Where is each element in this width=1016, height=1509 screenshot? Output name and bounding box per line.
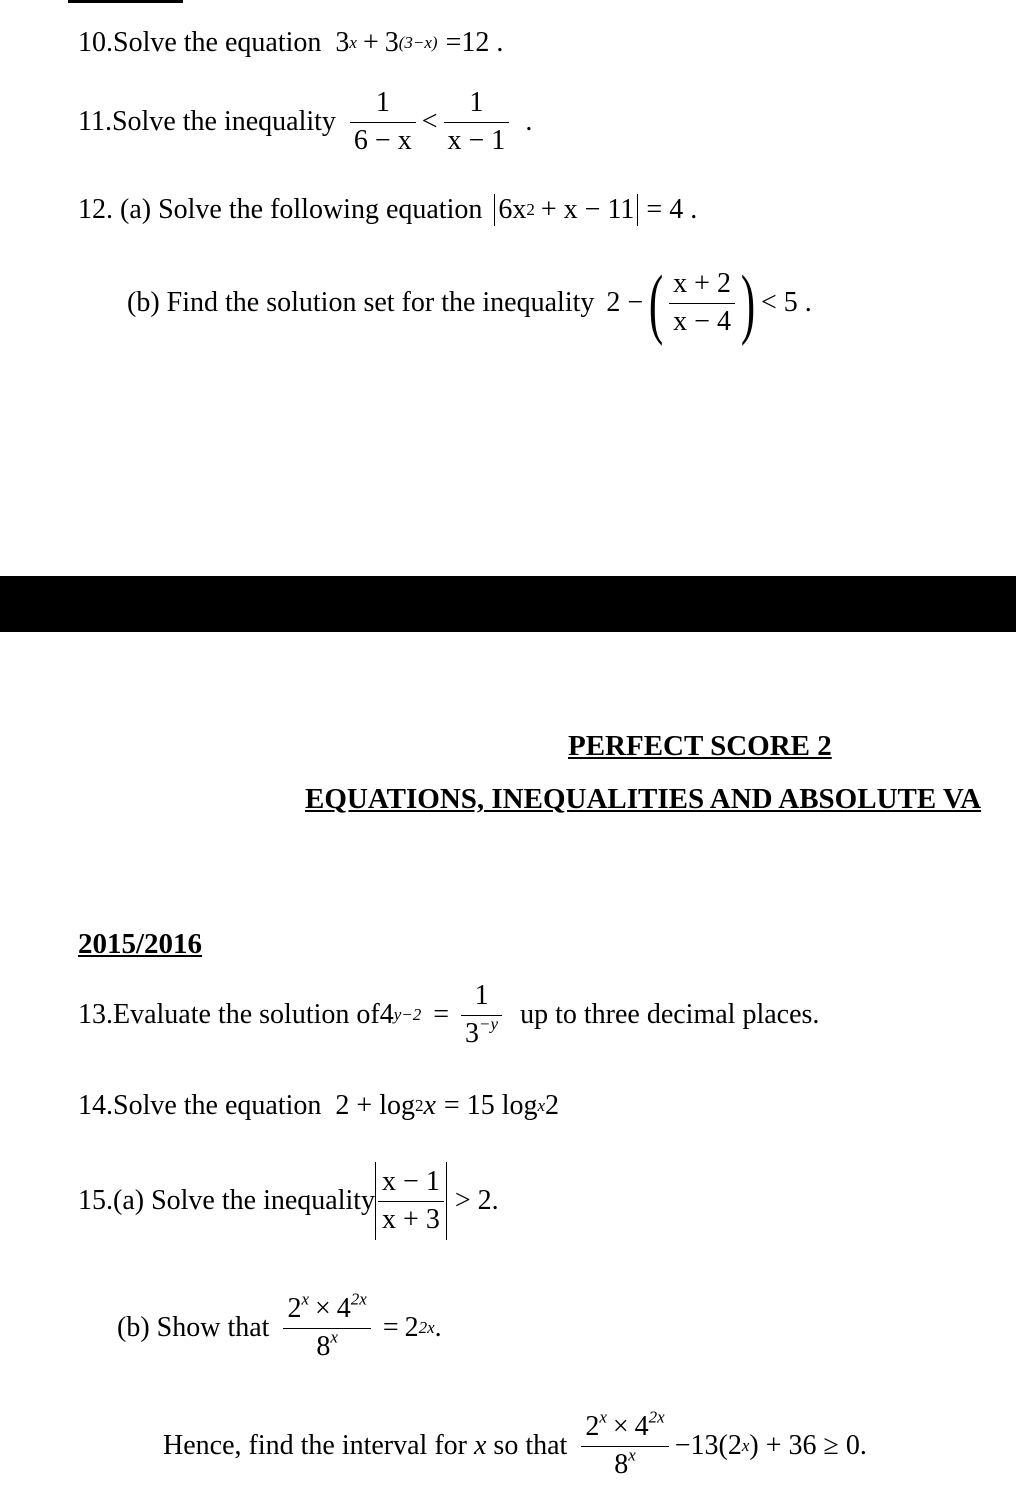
math-exponent: x [599,1407,607,1427]
math-term: + x − 11 [540,194,635,225]
equation [335,27,503,59]
math-term: 2 [585,1411,600,1443]
math-variable: x [473,1430,487,1461]
math-term: = 15 log [443,1090,538,1121]
math-exponent: (3−x) [398,33,438,52]
question-12b [127,258,812,348]
math-subscript: x [537,1096,546,1115]
math-rhs: < 5 . [760,287,812,318]
denominator: x − 4 [669,303,735,338]
fraction [669,268,735,337]
math-exponent: x [349,33,357,52]
math-exponent: 2x [350,1289,367,1309]
question-text: 15.(a) Solve the inequality [78,1185,376,1216]
math-term: 4 [379,999,394,1030]
numerator [283,1289,370,1327]
math-term: 2 [287,1293,302,1325]
absolute-value [375,1162,447,1239]
numerator: 1 [469,87,484,119]
math-exponent: x [628,1444,636,1464]
denominator: 6 − x [350,122,416,157]
question-text: 12. (a) Solve the following equation [78,194,483,225]
math-term: 3 [465,1017,480,1049]
math-exponent: −y [479,1013,499,1033]
question-text: up to three decimal places. [520,999,820,1030]
denominator: x − 1 [444,122,510,157]
math-exponent: x [741,1436,750,1455]
question-10 [78,0,503,88]
math-term: −13(2 [674,1430,742,1461]
numerator: 1 [474,980,489,1012]
math-term: 2 [545,1090,560,1121]
year-heading: 2015/2016 [78,928,203,960]
question-11 [78,77,532,167]
left-paren: ( [649,259,664,346]
question-text: (b) Find the solution set for the inequality [127,287,595,318]
math-rhs: =12 . [445,27,504,58]
denominator [461,1015,502,1050]
math-operator: = [382,1312,399,1343]
question-text: 11.Solve the inequality [78,106,336,137]
math-term: 2 + log [335,1090,415,1121]
question-15b [117,1283,442,1373]
question-15b-hence [163,1401,867,1491]
math-exponent: 2x [648,1407,665,1427]
fraction [378,1166,444,1235]
fraction [444,87,510,156]
math-exponent: x [301,1289,309,1309]
fraction [283,1289,370,1362]
fraction [461,980,502,1049]
math-term: 2 [404,1312,419,1343]
math-term: 4 [336,1293,351,1325]
numerator: x − 1 [382,1166,440,1198]
math-term: 3 [335,27,350,58]
math-variable: x [423,1090,436,1121]
question-text: 10.Solve the equation [78,27,322,58]
denominator [283,1328,370,1363]
question-text: Hence, find the interval for [163,1430,467,1461]
question-13 [78,970,819,1060]
math-operator: × [314,1293,331,1325]
denominator [581,1446,668,1481]
question-text: 14.Solve the equation [78,1090,322,1121]
math-operator: × [612,1411,629,1443]
numerator: x + 2 [673,268,731,300]
numerator [581,1407,668,1445]
math-operator: = [433,999,450,1030]
question-15a [78,1156,499,1246]
math-term: 3 [384,27,399,58]
math-term: 8 [316,1330,331,1362]
math-end: . [434,1312,442,1343]
math-operator: < [421,106,438,137]
fraction [350,87,416,156]
math-exponent: 2x [418,1318,435,1337]
black-band [0,576,1016,632]
math-term: 6x [498,194,527,225]
right-paren: ) [740,259,756,346]
section-subtitle: EQUATIONS, INEQUALITIES AND ABSOLUTE VA [305,783,982,815]
absolute-value: 6x 2 + x − 11 [494,194,638,226]
denominator: x + 3 [378,1201,444,1236]
section-title: PERFECT SCORE 2 [568,730,832,762]
math-exponent: x [330,1326,338,1346]
math-operator: + [362,27,379,58]
fraction [581,1407,668,1480]
math-term: ) + 36 ≥ 0. [749,1430,867,1461]
question-text: (b) Show that [117,1312,270,1343]
math-term: 4 [634,1411,649,1443]
question-14: 14.Solve the equation 2 + log 2 x = 15 log x 2 [78,1090,560,1121]
question-text: so that [493,1430,568,1461]
question-text: 13.Evaluate the solution of [78,999,380,1030]
numerator: 1 [375,87,390,119]
question-12a [78,165,697,255]
math-term: 8 [614,1448,629,1480]
math-rhs: = 4 . [646,194,698,225]
math-exponent: y−2 [393,1005,422,1024]
math-rhs: > 2. [454,1185,499,1216]
math-term: 2 − [606,287,644,318]
math-end: . [525,106,533,137]
